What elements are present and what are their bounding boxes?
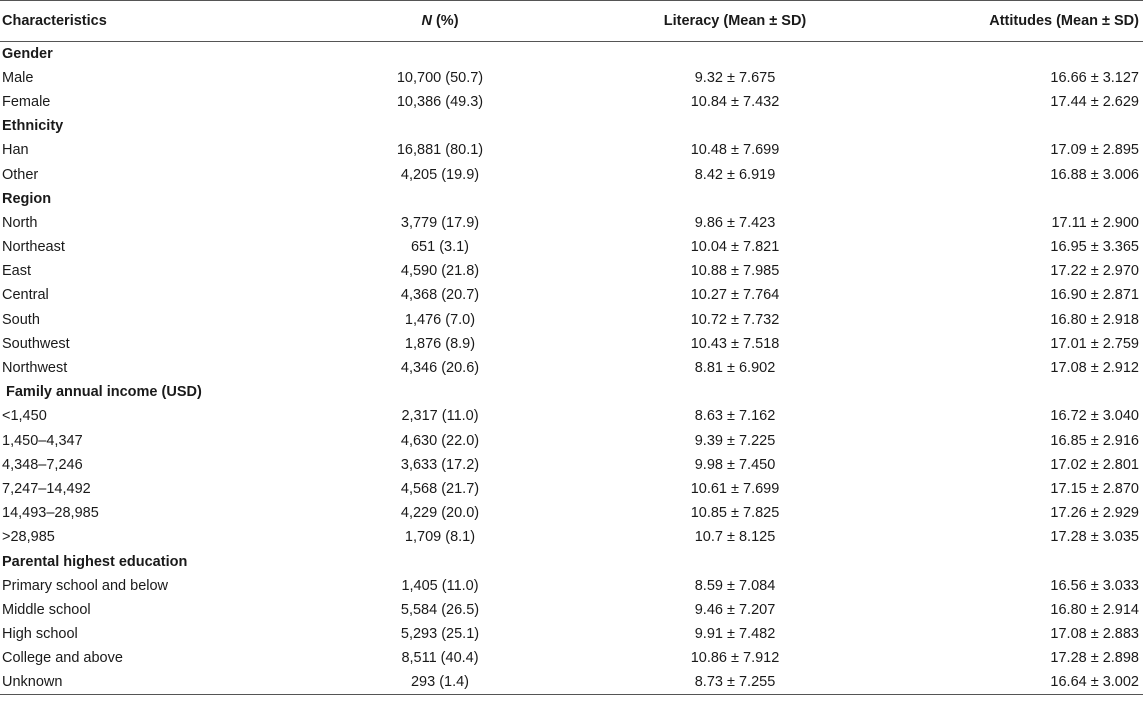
- section-row: [0, 380, 1143, 404]
- cell-n-percent: 4,229 (20.0): [400, 505, 480, 522]
- table-row: [0, 90, 1143, 114]
- cell-attitudes: 17.26 ± 2.929: [1050, 505, 1139, 522]
- cell-attitudes: 16.56 ± 3.033: [1050, 577, 1139, 594]
- header-n-percent: [300, 1, 580, 42]
- cell-literacy: 10.88 ± 7.985: [690, 263, 780, 280]
- cell-literacy: 9.39 ± 7.225: [694, 432, 776, 449]
- cell-attitudes: 16.72 ± 3.040: [1050, 408, 1139, 425]
- cell-characteristic: Northeast: [2, 239, 65, 256]
- cell-n-percent: 5,293 (25.1): [400, 626, 480, 643]
- cell-n-percent: 8,511 (40.4): [401, 650, 479, 667]
- header-characteristics: Characteristics: [0, 1, 300, 42]
- cell-characteristic: 14,493–28,985: [2, 505, 99, 522]
- cell-attitudes: 17.08 ± 2.883: [1050, 626, 1139, 643]
- cell-attitudes: 17.08 ± 2.912: [1050, 360, 1139, 377]
- cell-characteristic: 4,348–7,246: [2, 456, 83, 473]
- table-row: [0, 308, 1143, 332]
- table-row: [0, 356, 1143, 380]
- table-row: [0, 211, 1143, 235]
- header-attitudes: Attitudes (Mean ± SD): [890, 1, 1143, 42]
- cell-literacy: 8.63 ± 7.162: [694, 408, 776, 425]
- table-row: [0, 259, 1143, 283]
- cell-attitudes: 16.66 ± 3.127: [1050, 69, 1139, 86]
- cell-attitudes: 17.09 ± 2.895: [1050, 142, 1139, 159]
- cell-n-percent: 4,205 (19.9): [400, 166, 480, 183]
- cell-characteristic: Female: [2, 93, 51, 110]
- cell-attitudes: 16.80 ± 2.918: [1050, 311, 1139, 328]
- cell-characteristic: Male: [2, 69, 34, 86]
- table-row: [0, 162, 1143, 186]
- cell-attitudes: 16.88 ± 3.006: [1050, 166, 1139, 183]
- cell-attitudes: 17.15 ± 2.870: [1050, 480, 1139, 497]
- cell-n-percent: 1,876 (8.9): [404, 335, 476, 352]
- table-row: [0, 332, 1143, 356]
- cell-n-percent: 4,568 (21.7): [400, 480, 480, 497]
- cell-attitudes: 16.80 ± 2.914: [1050, 601, 1139, 618]
- cell-n-percent: 4,630 (22.0): [400, 432, 480, 449]
- table-row: [0, 598, 1143, 622]
- section-label: Gender: [2, 45, 53, 62]
- cell-literacy: 10.85 ± 7.825: [690, 505, 780, 522]
- section-row: [0, 549, 1143, 573]
- cell-literacy: 8.42 ± 6.919: [694, 166, 776, 183]
- cell-literacy: 10.27 ± 7.764: [690, 287, 780, 304]
- table-row: [0, 283, 1143, 307]
- cell-attitudes: 17.28 ± 3.035: [1050, 529, 1139, 546]
- cell-characteristic: Unknown: [0, 670, 300, 694]
- cell-literacy: 9.98 ± 7.450: [694, 456, 776, 473]
- cell-characteristic: High school: [2, 626, 78, 643]
- cell-n-percent: 3,633 (17.2): [400, 456, 480, 473]
- cell-n-percent: 10,700 (50.7): [396, 69, 484, 86]
- table-row: [0, 138, 1143, 162]
- cell-characteristic: 7,247–14,492: [2, 480, 91, 497]
- cell-characteristic: Primary school and below: [2, 577, 169, 594]
- cell-n-percent: 4,368 (20.7): [400, 287, 480, 304]
- cell-literacy: 9.86 ± 7.423: [694, 214, 776, 231]
- section-label: Family annual income (USD): [6, 384, 202, 401]
- cell-characteristic: Southwest: [2, 335, 70, 352]
- table-row: [0, 574, 1143, 598]
- cell-n-percent: 4,590 (21.8): [400, 263, 480, 280]
- table-row: [0, 670, 1143, 694]
- cell-characteristic: 1,450–4,347: [2, 432, 83, 449]
- cell-n-percent: 10,386 (49.3): [396, 93, 484, 110]
- cell-characteristic: <1,450: [2, 408, 47, 425]
- cell-attitudes: 17.01 ± 2.759: [1050, 335, 1139, 352]
- cell-attitudes: 16.95 ± 3.365: [1050, 239, 1139, 256]
- table-row: [0, 525, 1143, 549]
- cell-attitudes: 17.11 ± 2.900: [1051, 214, 1139, 231]
- cell-characteristic: >28,985: [2, 529, 55, 546]
- cell-literacy: 10.7 ± 8.125: [694, 529, 776, 546]
- cell-literacy: 8.59 ± 7.084: [694, 577, 776, 594]
- cell-n-percent: 1,476 (7.0): [404, 311, 476, 328]
- section-row: [0, 42, 1143, 66]
- cell-attitudes: 16.90 ± 2.871: [1050, 287, 1139, 304]
- header-n-percent-label: (%): [431, 13, 459, 29]
- section-row: [0, 187, 1143, 211]
- cell-n-percent: 3,779 (17.9): [400, 214, 480, 231]
- cell-literacy: 8.81 ± 6.902: [694, 360, 776, 377]
- section-row: [0, 114, 1143, 138]
- table-row: [0, 429, 1143, 453]
- cell-characteristic: South: [2, 311, 40, 328]
- cell-literacy: 9.91 ± 7.482: [694, 626, 776, 643]
- cell-literacy: 10.61 ± 7.699: [690, 480, 780, 497]
- table-row: [0, 646, 1143, 670]
- header-literacy: Literacy (Mean ± SD): [580, 1, 890, 42]
- cell-attitudes: 16.64 ± 3.002: [890, 670, 1143, 694]
- cell-attitudes: 16.85 ± 2.916: [1050, 432, 1139, 449]
- cell-characteristic: Central: [2, 287, 49, 304]
- cell-n-percent: 2,317 (11.0): [401, 408, 479, 425]
- section-label: Parental highest education: [2, 553, 188, 570]
- table-row: [0, 622, 1143, 646]
- table-row: [0, 235, 1143, 259]
- cell-n-percent: 651 (3.1): [410, 239, 470, 256]
- cell-literacy: 10.72 ± 7.732: [690, 311, 780, 328]
- cell-characteristic: Han: [2, 142, 29, 159]
- cell-characteristic: East: [2, 263, 32, 280]
- cell-characteristic: Northwest: [2, 360, 68, 377]
- cell-literacy: 10.84 ± 7.432: [690, 93, 780, 110]
- header-n-symbol: N: [421, 13, 432, 29]
- cell-n-percent: 5,584 (26.5): [400, 601, 480, 618]
- cell-literacy: 10.86 ± 7.912: [690, 650, 780, 667]
- table-body: [0, 42, 1143, 695]
- cell-literacy: 10.04 ± 7.821: [690, 239, 780, 256]
- cell-n-percent: 16,881 (80.1): [396, 142, 484, 159]
- table-row: [0, 501, 1143, 525]
- cell-n-percent: 1,709 (8.1): [404, 529, 476, 546]
- cell-attitudes: 17.22 ± 2.970: [1050, 263, 1139, 280]
- cell-characteristic: Other: [2, 166, 39, 183]
- cell-literacy: 8.73 ± 7.255: [580, 670, 890, 694]
- cell-attitudes: 17.28 ± 2.898: [1050, 650, 1139, 667]
- cell-literacy: 10.43 ± 7.518: [690, 335, 780, 352]
- section-label: Ethnicity: [2, 118, 64, 135]
- table-row: [0, 66, 1143, 90]
- table-header: [0, 1, 1143, 42]
- cell-characteristic: Middle school: [2, 601, 91, 618]
- table-row: [0, 453, 1143, 477]
- cell-n-percent: 293 (1.4): [300, 670, 580, 694]
- cell-attitudes: 17.02 ± 2.801: [1050, 456, 1139, 473]
- cell-characteristic: North: [2, 214, 38, 231]
- table-row: [0, 477, 1143, 501]
- cell-attitudes: 17.44 ± 2.629: [1050, 93, 1139, 110]
- cell-characteristic: College and above: [2, 650, 123, 667]
- cell-literacy: 10.48 ± 7.699: [690, 142, 780, 159]
- table-row: [0, 404, 1143, 428]
- header-row: [0, 1, 1143, 42]
- cell-n-percent: 1,405 (11.0): [401, 577, 479, 594]
- cell-literacy: 9.46 ± 7.207: [694, 601, 776, 618]
- cell-n-percent: 4,346 (20.6): [400, 360, 480, 377]
- cell-literacy: 9.32 ± 7.675: [694, 69, 776, 86]
- section-label: Region: [2, 190, 52, 207]
